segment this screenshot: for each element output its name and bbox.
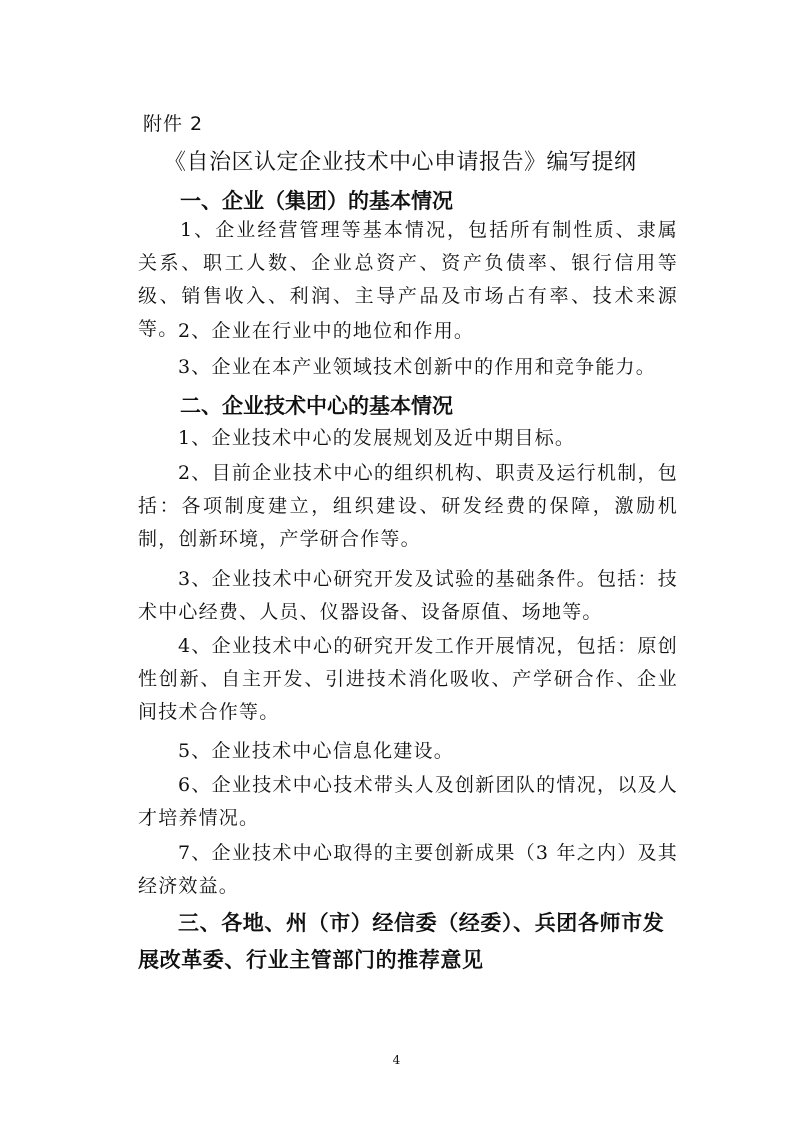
annex-label: 附件 2: [143, 113, 204, 135]
section2-item-5: 5、企业技术中心信息化建设。: [178, 740, 454, 762]
section2-heading: 二、企业技术中心的基本情况: [180, 394, 453, 418]
section2-item-4: 4、企业技术中心的研究开发工作开展情况，包括：原创性创新、自主开发、引进技术消化吸收、产学研合作、企业间技术合作等。: [138, 635, 678, 723]
section3-heading: 三、各地、州（市）经信委（经委）、兵团各师市发展改革委、行业主管部门的推荐意见: [138, 911, 665, 972]
section2-item-6: 6、企业技术中心技术带头人及创新团队的情况，以及人才培养情况。: [138, 774, 678, 829]
section1-heading: 一、企业（集团）的基本情况: [180, 189, 453, 213]
section2-item-1: 1、企业技术中心的发展规划及近中期目标。: [178, 427, 576, 449]
section2-item-7: 7、企业技术中心取得的主要创新成果（3 年之内）及其经济效益。: [138, 842, 678, 897]
page-number: 4: [392, 1053, 401, 1067]
section1-item-2: 2、企业在行业中的地位和作用。: [178, 320, 475, 342]
section2-item-3: 3、企业技术中心研究开发及试验的基础条件。包括：技术中心经费、人员、仪器设备、设备原值、场地等。: [138, 568, 678, 623]
section1-item-3: 3、企业在本产业领域技术创新中的作用和竞争能力。: [178, 356, 656, 378]
section2-item-2: 2、目前企业技术中心的组织机构、职责及运行机制，包括：各项制度建立，组织建设、研发经费的保障，激励机制，创新环境，产学研合作等。: [138, 462, 678, 550]
document-title: 《自治区认定企业技术中心申请报告》编写提纲: [164, 150, 637, 175]
section1-item-1: 1、企业经营管理等基本情况，包括所有制性质、隶属关系、职工人数、企业总资产、资产负债率、银行信用等级、销售收入、利润、主导产品及市场占有率、技术来源等。: [138, 219, 678, 340]
